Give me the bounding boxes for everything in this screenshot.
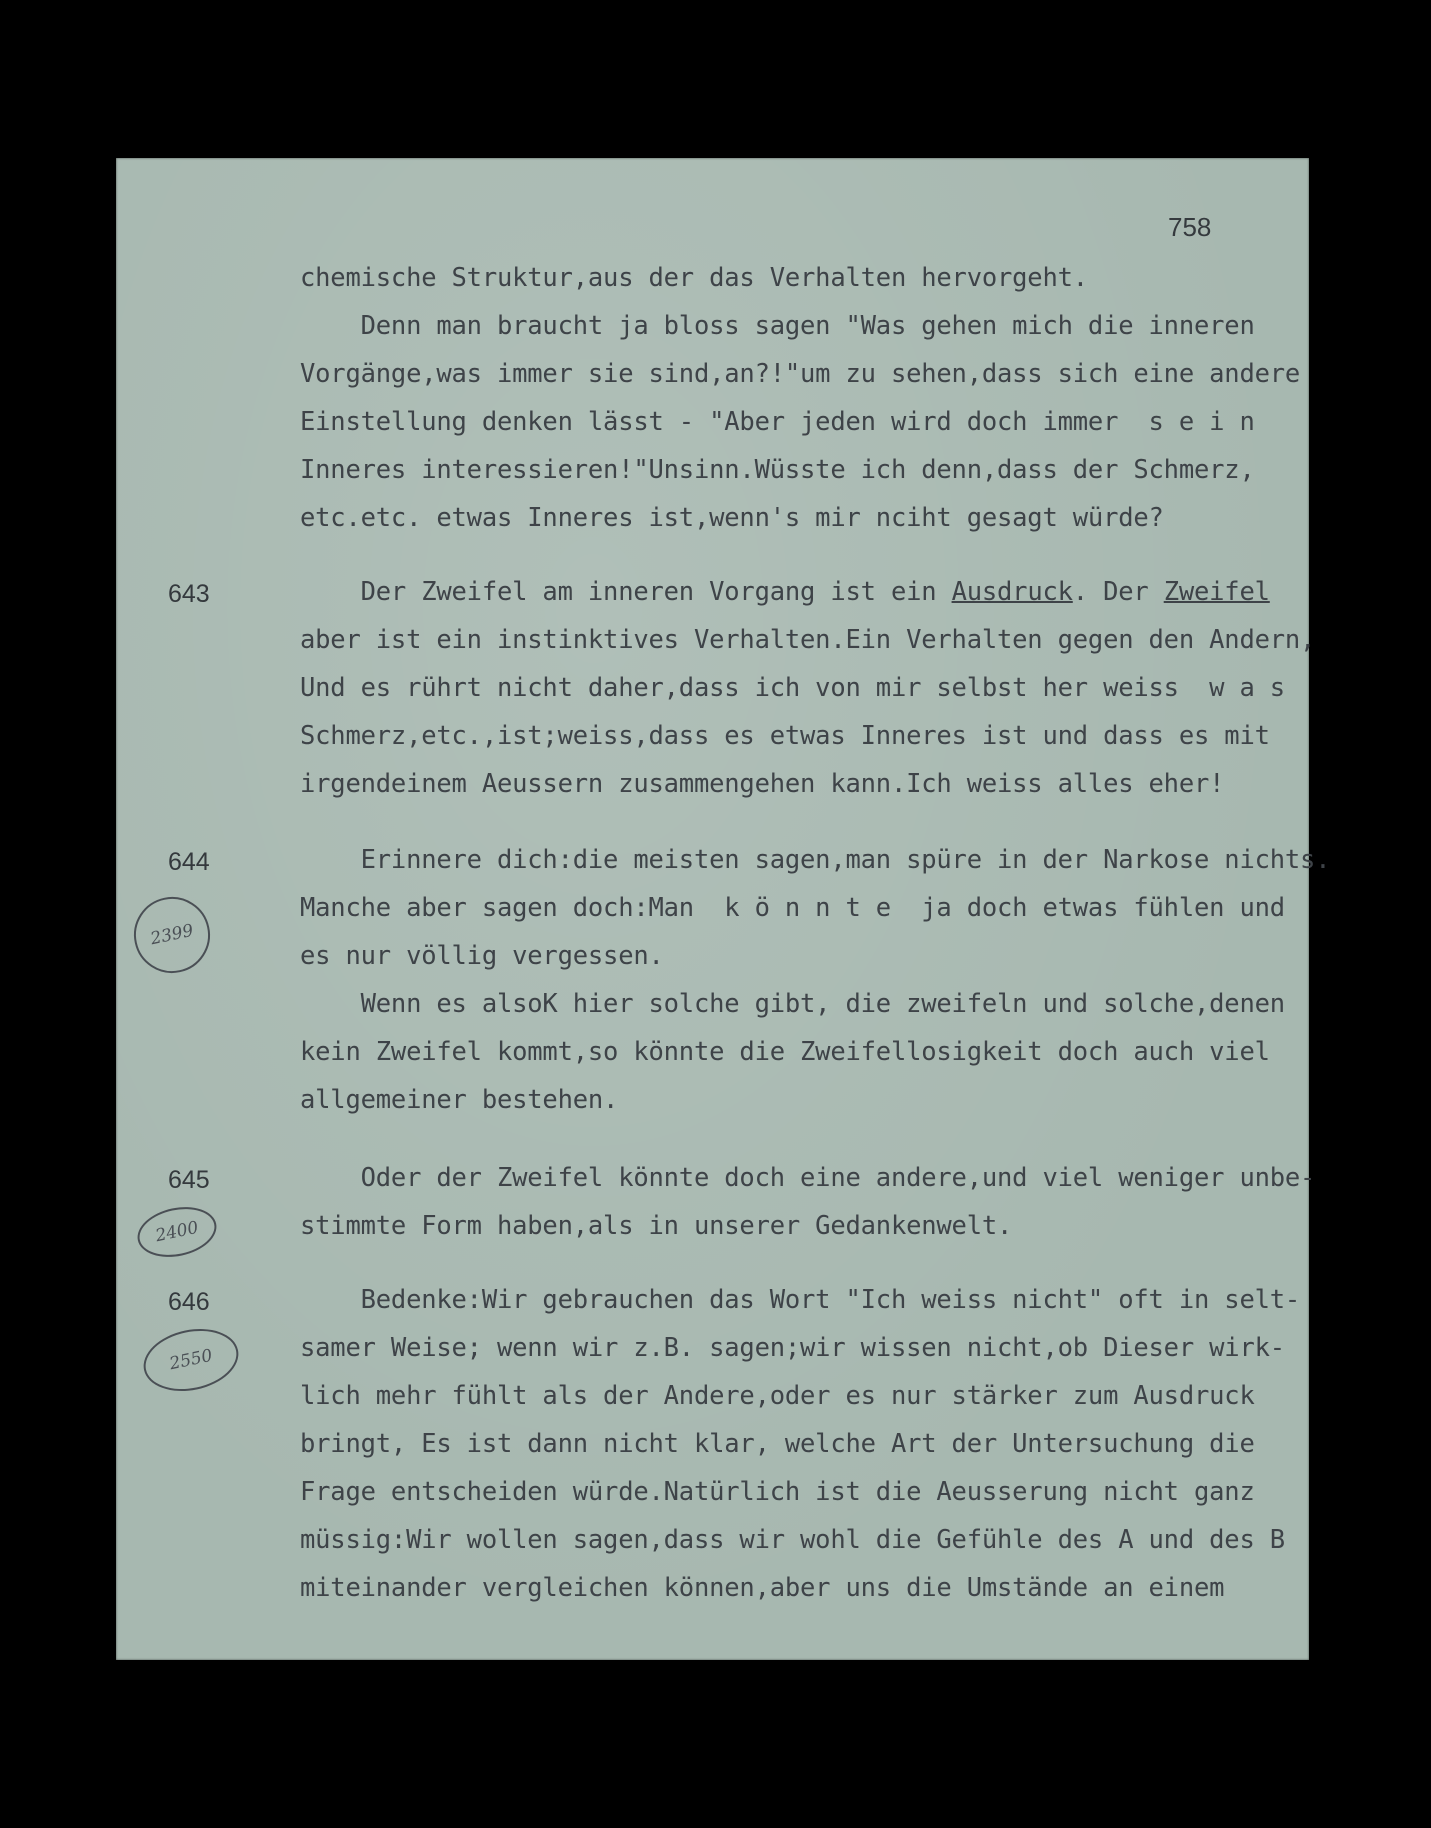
text-line: irgendeinem Aeussern zusammengehen kann.Ich weiss alles eher! [300, 769, 1225, 799]
text-line: miteinander vergleichen können,aber uns die Umstände an einem [300, 1573, 1225, 1603]
text-line: lich mehr fühlt als der Andere,oder es nur stärker zum Ausdruck [300, 1381, 1255, 1411]
text-line: Inneres interessieren!"Unsinn.Wüsste ich denn,dass der Schmerz, [300, 455, 1255, 485]
text-line: Denn man braucht ja bloss sagen "Was gehen mich die inneren [300, 311, 1255, 341]
remark-number: 643 [168, 580, 210, 608]
text-line: Wenn es alsoK hier solche gibt, die zweifeln und solche,denen [300, 989, 1285, 1019]
text-line: es nur völlig vergessen. [300, 941, 664, 971]
text-line: Erinnere dich:die meisten sagen,man spüre in der Narkose nichts. [300, 845, 1331, 875]
page-number: 758 [1168, 212, 1212, 242]
text-line: Manche aber sagen doch:Man k ö n n t e ja doch etwas fühlen und [300, 893, 1285, 923]
text-line: etc.etc. etwas Inneres ist,wenn's mir nciht gesagt würde? [300, 503, 1164, 533]
text-line: bringt, Es ist dann nicht klar, welche Art der Untersuchung die [300, 1429, 1255, 1459]
underlined-word: Zweifel [1163, 577, 1270, 607]
text-line: Einstellung denken lässt - "Aber jeden wird doch immer s e i n [300, 407, 1255, 437]
text-line: Vorgänge,was immer sie sind,an?!"um zu sehen,dass sich eine andere [300, 359, 1301, 389]
text-line: Bedenke:Wir gebrauchen das Wort "Ich weiss nicht" oft in selt- [300, 1285, 1301, 1315]
handwritten-annotation: 2399 [127, 890, 217, 980]
text-line: müssig:Wir wollen sagen,dass wir wohl die Gefühle des A und des B [300, 1525, 1285, 1555]
text-line: aber ist ein instinktives Verhalten.Ein Verhalten gegen den Andern, [300, 625, 1316, 655]
remark-number: 645 [168, 1166, 210, 1194]
text-line: Frage entscheiden würde.Natürlich ist die Aeusserung nicht ganz [300, 1477, 1255, 1507]
remark-number: 644 [168, 848, 210, 876]
handwritten-annotation: 2400 [133, 1200, 221, 1264]
text-line: stimmte Form haben,als in unserer Gedankenwelt. [300, 1211, 1013, 1241]
text-line [300, 577, 1270, 607]
text-line: samer Weise; wenn wir z.B. sagen;wir wissen nicht,ob Dieser wirk- [300, 1333, 1285, 1363]
text-line: Und es rührt nicht daher,dass ich von mir selbst her weiss w a s [300, 673, 1285, 703]
remark-number: 646 [168, 1288, 210, 1316]
text-segment: . Der [1072, 577, 1164, 607]
text-segment: Der Zweifel am inneren Vorgang ist ein [300, 577, 952, 607]
underlined-word: Ausdruck [951, 577, 1073, 607]
handwritten-annotation: 2550 [138, 1321, 244, 1400]
text-line: chemische Struktur,aus der das Verhalten hervorgeht. [300, 263, 1088, 293]
text-line: Oder der Zweifel könnte doch eine andere,und viel weniger unbe- [300, 1163, 1316, 1193]
text-line: allgemeiner bestehen. [300, 1085, 619, 1115]
text-line: Schmerz,etc.,ist;weiss,dass es etwas Inneres ist und dass es mit [300, 721, 1270, 751]
text-line: kein Zweifel kommt,so könnte die Zweifellosigkeit doch auch viel [300, 1037, 1270, 1067]
